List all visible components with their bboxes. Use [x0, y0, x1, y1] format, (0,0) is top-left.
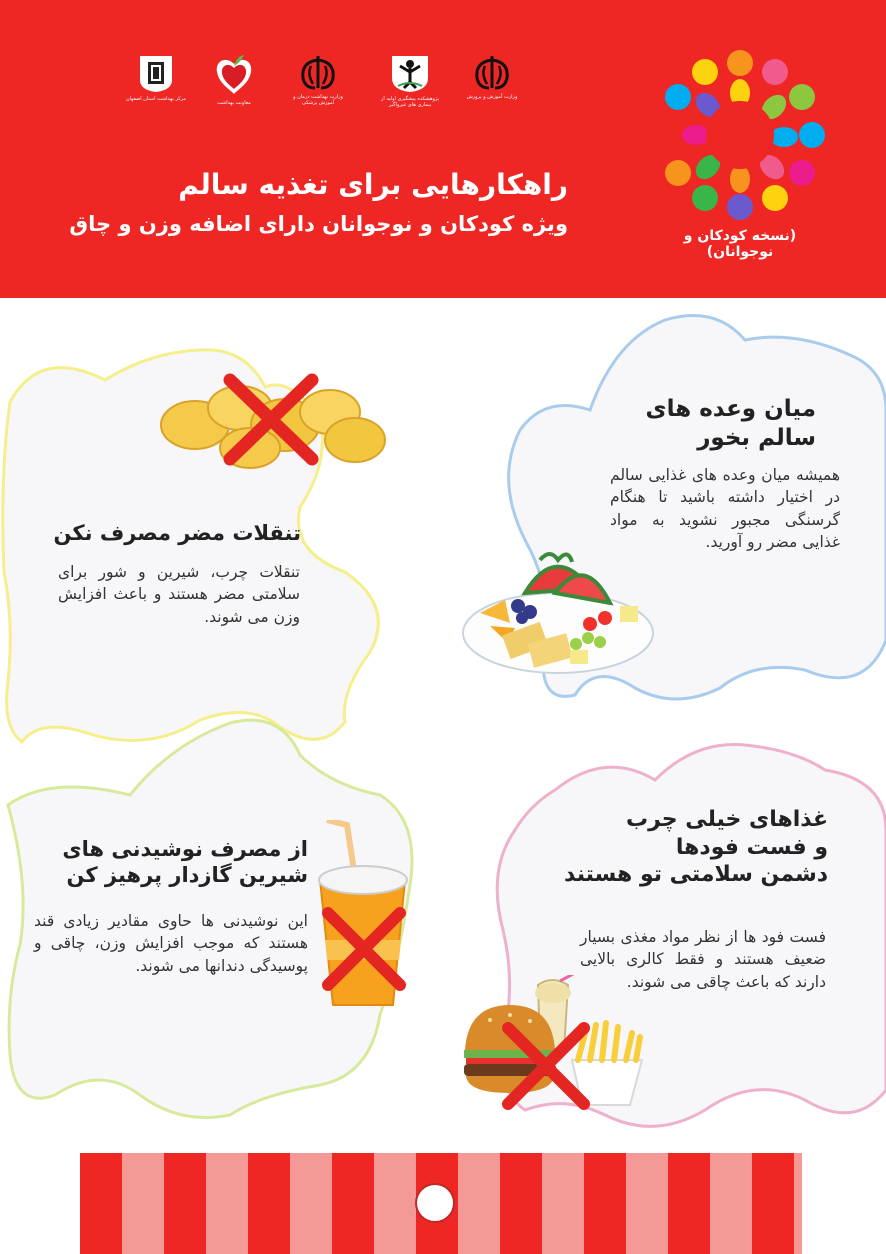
logo-research-center — [379, 52, 441, 108]
logo-ministry-education — [461, 52, 523, 100]
card-snacks-text: تنقلات چرب، شیرین و شور برای سلامتی مضر هستند و باعث افزایش وزن می شوند. — [58, 563, 300, 626]
card-snacks-title: تنقلات مضر مصرف نکن — [53, 521, 301, 545]
iran-emblem-icon — [467, 52, 517, 92]
partner-logos — [125, 52, 545, 132]
page-subtitle: ویژه کودکان و نوجوانان دارای اضافه وزن و چاق — [69, 212, 568, 236]
logo-apple-heart — [203, 52, 265, 106]
header-banner — [0, 0, 886, 298]
logo-caption: وزارت آموزش و پرورش — [466, 94, 518, 100]
card-healthy-title-line1: میان وعده های — [645, 396, 816, 422]
card-fastfood-title-line3: دشمن سلامتی تو هستند — [563, 862, 828, 887]
university-logo-icon — [136, 52, 176, 94]
forbidden-x-icon — [500, 1020, 592, 1112]
card-healthy-title — [646, 395, 816, 453]
card-fastfood-title-line1: غذاهای خیلی چرب — [626, 807, 828, 832]
edition-label: (نسخه کودکان و نوجوانان) — [683, 228, 797, 260]
research-center-logo-icon — [390, 52, 430, 94]
card-fastfood-title — [564, 806, 828, 889]
card-healthy-text: همیشه میان وعده های غذایی سالم در اختیار داشته باشید تا هنگام گرسنگی مجبور نشوید به مواد غذایی مضر رو آورید. — [610, 466, 840, 552]
forbidden-x-icon — [320, 905, 408, 993]
logo-caption: پژوهشکده پیشگیری اولیه از بیماری های غیرواگیر — [380, 96, 440, 108]
card-soda-title — [62, 836, 308, 889]
logo-caption: مرکز بهداشت استان اصفهان — [125, 96, 187, 102]
card-healthy-title-line2: سالم بخور — [697, 424, 816, 451]
forbidden-x-icon — [222, 372, 320, 467]
logo-caption: معاونت بهداشت — [217, 100, 251, 106]
seal-icon — [415, 1183, 455, 1223]
fruit-plate-icon — [460, 548, 655, 683]
card-soda-title-line2: شیرین گازدار پرهیز کن — [66, 863, 308, 888]
logo-caption: وزارت بهداشت درمان و آموزش پزشکی — [293, 94, 343, 106]
iran-emblem-icon — [293, 52, 343, 92]
apple-heart-logo-icon — [211, 52, 257, 98]
page-title: راهکارهایی برای تغذیه سالم — [178, 168, 568, 201]
card-soda-title-line1: از مصرف نوشیدنی های — [62, 837, 308, 861]
card-fastfood-text: فست فود ها از نظر مواد مغذی بسیار ضعیف هستند و فقط کالری بالایی دارند که باعث چاقی می شوند. — [580, 928, 826, 991]
logo-ministry-health — [287, 52, 349, 106]
card-soda-text: این نوشیدنی ها حاوی مقادیر زیادی قند هستند که موجب افزایش وزن، چاقی و پوسیدگی دندانها می شوند. — [34, 912, 308, 975]
logo-university — [125, 52, 187, 102]
children-circle-logo-icon — [650, 45, 830, 225]
card-fastfood-title-line2: و فست فودها — [675, 834, 828, 860]
